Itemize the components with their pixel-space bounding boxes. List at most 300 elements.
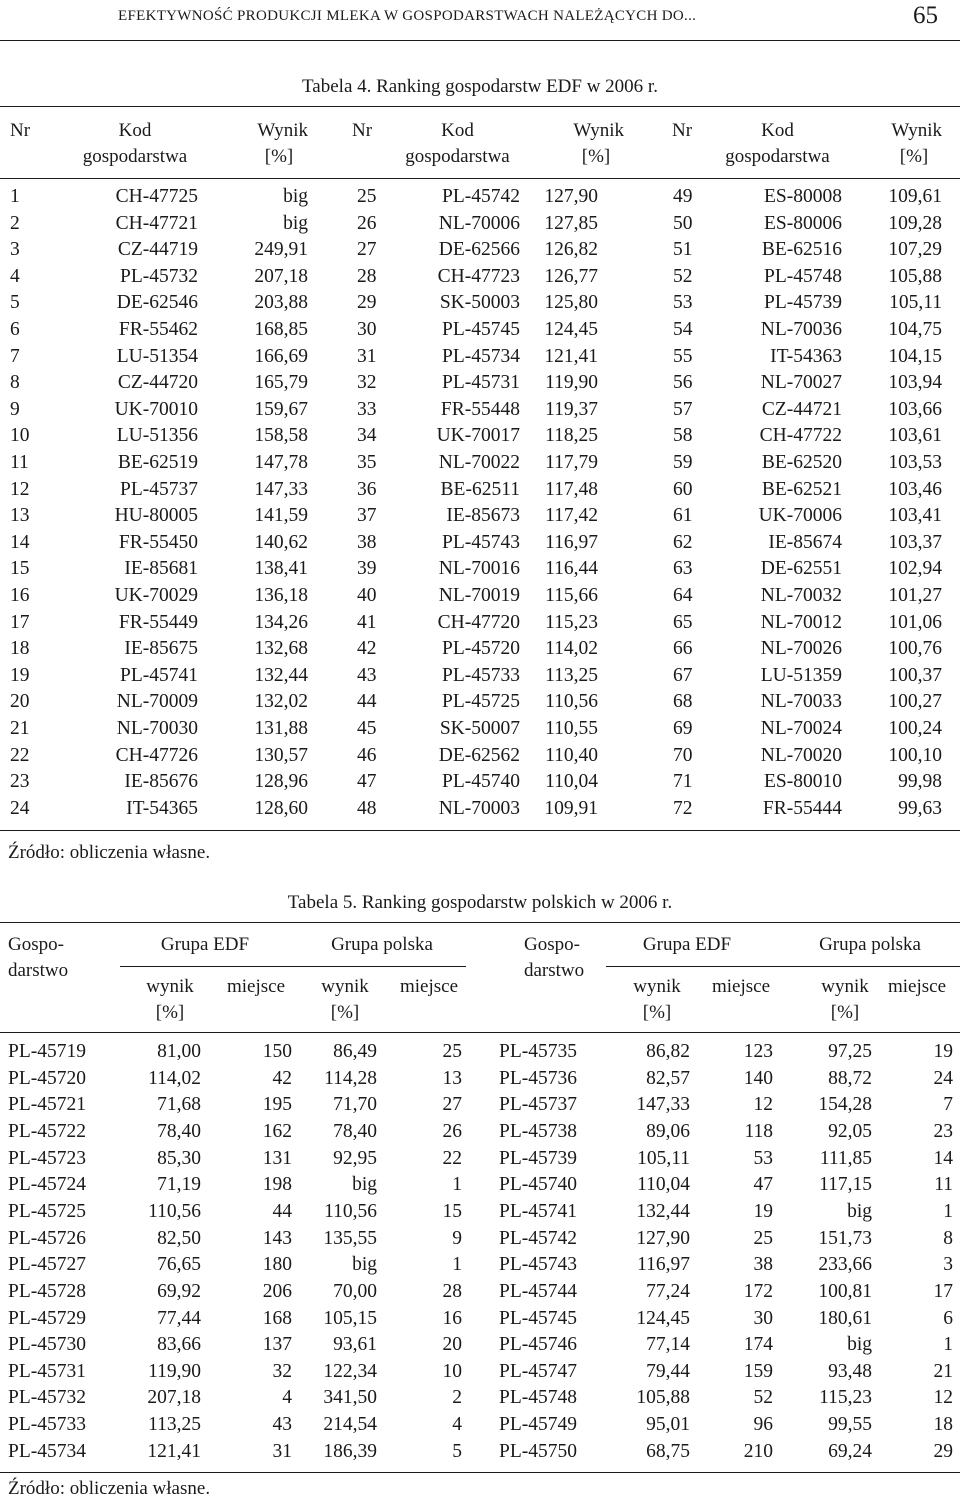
t5-cell-wynik-edf: 121,41	[147, 1440, 201, 1462]
t5-cell-wynik-pl: big	[352, 1254, 377, 1276]
t4-cell-nr: 19	[10, 664, 30, 686]
table4-source: Źródło: obliczenia własne.	[8, 842, 211, 863]
t4-cell-wynik: 100,27	[888, 691, 942, 713]
t4-cell-wynik: 110,40	[545, 744, 598, 766]
t4-cell-wynik: 165,79	[254, 372, 308, 394]
t5-header-wynik-pl-2: wynik [%]	[821, 976, 869, 1023]
t4-cell-nr: 13	[10, 505, 30, 527]
t4-cell-nr: 58	[673, 425, 693, 447]
t4-cell-wynik: 126,82	[544, 239, 598, 261]
t5-cell-miejsce-edf: 210	[743, 1440, 773, 1462]
t5-cell-miejsce-edf: 168	[262, 1307, 292, 1329]
t4-cell-kod: SK-50003	[439, 292, 520, 314]
t4-cell-kod: FR-55450	[118, 531, 198, 553]
t5-cell-miejsce-edf: 4	[282, 1387, 292, 1409]
t4-cell-wynik: 127,90	[544, 186, 598, 207]
t4-cell-wynik: 103,66	[888, 398, 942, 420]
t4-header-nr-2: Nr	[352, 120, 373, 141]
t5-header-grupa-edf-1: Grupa EDF	[160, 934, 250, 955]
t4-cell-nr: 25	[357, 186, 377, 207]
t5-cell-miejsce-edf: 206	[262, 1280, 292, 1302]
t5-cell-miejsce-pl: 1	[943, 1334, 953, 1356]
t4-header-wynik-3: Wynik [%]	[891, 120, 942, 167]
t4-cell-wynik: 116,97	[545, 531, 598, 553]
t5-cell-wynik-edf: 82,57	[646, 1067, 690, 1089]
t4-cell-nr: 53	[673, 292, 693, 314]
table-row	[0, 289, 960, 316]
table-row	[0, 369, 960, 396]
t4-cell-wynik: 99,63	[898, 797, 942, 819]
t5-cell-wynik-edf: 110,56	[148, 1200, 201, 1222]
t5-cell-wynik-pl: big	[847, 1200, 872, 1222]
t4-cell-kod: IE-85681	[124, 558, 198, 580]
t4-cell-nr: 42	[357, 638, 377, 660]
t5-cell-wynik-edf: 124,45	[636, 1307, 690, 1329]
t4-cell-nr: 18	[10, 638, 30, 660]
t4-cell-wynik: 147,78	[254, 452, 308, 473]
t5-cell-wynik-pl: 92,05	[828, 1120, 872, 1142]
t5-cell-miejsce-pl: 19	[933, 1041, 953, 1062]
t4-header-kod-1: Kod gospodarstwa	[82, 120, 188, 167]
t5-cell-wynik-edf: 71,68	[157, 1094, 201, 1116]
t4-cell-nr: 54	[673, 319, 693, 340]
t4-cell-kod: PL-45737	[120, 478, 198, 500]
t5-cell-miejsce-pl: 9	[452, 1227, 462, 1249]
t5-cell-wynik-pl: 341,50	[323, 1387, 377, 1409]
t4-cell-wynik: 99,98	[898, 771, 942, 793]
t4-cell-nr: 61	[673, 505, 693, 527]
t4-cell-nr: 6	[10, 319, 20, 340]
t4-cell-kod: FR-55449	[118, 611, 198, 633]
t4-cell-wynik: 132,44	[254, 664, 308, 686]
t4-cell-kod: BE-62516	[761, 239, 842, 261]
table-row	[0, 343, 960, 370]
table-row	[0, 263, 960, 290]
t5-cell-miejsce-pl: 13	[442, 1067, 462, 1089]
table-row	[0, 795, 960, 822]
t5-cell-wynik-pl: 97,25	[828, 1041, 872, 1062]
t5-cell-miejsce-edf: 118	[744, 1120, 773, 1142]
t5-cell-miejsce-pl: 28	[442, 1280, 462, 1302]
t5-cell-miejsce-edf: 53	[753, 1147, 773, 1169]
t4-header-kod-2: Kod gospodarstwa	[405, 120, 510, 167]
t5-cell-gospodarstwo: PL-45719	[8, 1041, 86, 1062]
t5-group-rule-1	[120, 966, 466, 967]
t4-cell-kod: SK-50007	[439, 718, 520, 739]
t4-cell-nr: 8	[10, 372, 20, 394]
t4-cell-kod: CH-47723	[437, 265, 520, 287]
t5-cell-wynik-pl: 78,40	[333, 1120, 377, 1142]
table4-caption: Tabela 4. Ranking gospodarstw EDF w 2006 r.	[302, 76, 658, 97]
t5-cell-wynik-pl: 117,15	[819, 1174, 872, 1196]
t4-cell-wynik: 110,56	[545, 691, 598, 713]
table-row	[0, 582, 960, 609]
t5-cell-wynik-pl: 115,23	[819, 1387, 872, 1409]
table-row	[0, 555, 960, 582]
t4-cell-wynik: 110,55	[545, 718, 598, 739]
t5-header-miejsce-edf-2: miejsce	[711, 976, 771, 997]
t5-cell-miejsce-pl: 1	[452, 1254, 462, 1276]
t5-cell-gospodarstwo: PL-45733	[8, 1414, 86, 1436]
t4-cell-wynik: 166,69	[254, 345, 308, 367]
t4-cell-kod: NL-70016	[438, 558, 520, 580]
table-row	[0, 236, 960, 263]
t5-cell-miejsce-pl: 20	[442, 1334, 462, 1356]
t4-cell-nr: 16	[10, 585, 30, 606]
t5-cell-wynik-pl: 114,28	[324, 1067, 377, 1089]
t5-cell-miejsce-pl: 1	[452, 1174, 462, 1196]
t4-cell-kod: PL-45739	[764, 292, 842, 314]
t4-header-wynik-1: Wynik [%]	[257, 120, 308, 167]
t5-cell-miejsce-pl: 2	[452, 1387, 462, 1409]
t5-cell-wynik-edf: 127,90	[636, 1227, 690, 1249]
t4-cell-kod: PL-45740	[442, 771, 520, 793]
table-row	[0, 1145, 960, 1172]
table-row	[0, 1091, 960, 1118]
t4-cell-kod: IE-85675	[124, 638, 198, 660]
t4-cell-kod: NL-70019	[438, 585, 520, 606]
t5-header-wynik-edf-2: wynik [%]	[633, 976, 681, 1023]
t4-cell-wynik: 141,59	[254, 505, 308, 527]
table-row	[0, 1118, 960, 1145]
t4-cell-nr: 35	[357, 452, 377, 473]
t5-header-gospo-2: Gospo- darstwo	[524, 934, 585, 981]
t4-cell-kod: ES-80008	[764, 186, 842, 207]
t5-cell-miejsce-edf: 131	[262, 1147, 292, 1169]
t5-cell-gospodarstwo: PL-45747	[499, 1360, 577, 1382]
t5-cell-miejsce-pl: 6	[943, 1307, 953, 1329]
t5-cell-wynik-edf: 77,24	[646, 1280, 690, 1302]
t5-cell-wynik-pl: 151,73	[818, 1227, 872, 1249]
t5-cell-gospodarstwo: PL-45728	[8, 1280, 86, 1302]
t4-cell-wynik: 119,90	[545, 372, 598, 394]
t4-cell-nr: 28	[357, 265, 377, 287]
t4-cell-nr: 24	[10, 797, 30, 819]
t4-cell-nr: 39	[357, 558, 377, 580]
t4-cell-nr: 23	[10, 771, 30, 793]
t5-cell-wynik-edf: 77,44	[157, 1307, 201, 1329]
table-row	[0, 183, 960, 210]
t5-cell-wynik-pl: 105,15	[323, 1307, 377, 1329]
t5-cell-wynik-pl: 154,28	[818, 1094, 872, 1116]
t5-cell-miejsce-edf: 38	[753, 1254, 773, 1276]
t4-cell-wynik: 130,57	[254, 744, 308, 766]
t5-cell-gospodarstwo: PL-45750	[499, 1440, 577, 1462]
t4-cell-wynik: 203,88	[254, 292, 308, 314]
t4-cell-kod: NL-70036	[760, 319, 842, 340]
table-row	[0, 210, 960, 237]
t4-cell-nr: 51	[673, 239, 693, 261]
t4-cell-wynik: 117,42	[545, 505, 598, 527]
t5-cell-wynik-pl: 93,48	[828, 1360, 872, 1382]
t5-cell-gospodarstwo: PL-45720	[8, 1067, 86, 1089]
t4-cell-nr: 29	[357, 292, 377, 314]
t5-cell-miejsce-pl: 12	[933, 1387, 953, 1409]
t5-cell-gospodarstwo: PL-45729	[8, 1307, 86, 1329]
t4-cell-wynik: 132,02	[254, 691, 308, 713]
table-row	[0, 1411, 960, 1438]
t4-cell-wynik: 107,29	[888, 239, 942, 261]
t4-cell-kod: CZ-44720	[117, 372, 198, 394]
t5-cell-wynik-edf: 95,01	[646, 1414, 690, 1436]
page-number: 65	[913, 2, 938, 29]
t4-cell-wynik: 101,27	[888, 585, 942, 606]
t4-cell-nr: 1	[10, 186, 20, 207]
t4-cell-kod: DE-62546	[116, 292, 198, 314]
t4-header-kod-3: Kod gospodarstwa	[725, 120, 830, 167]
t4-cell-nr: 14	[10, 531, 30, 553]
t5-cell-miejsce-edf: 96	[753, 1414, 773, 1436]
t4-cell-nr: 2	[10, 212, 20, 234]
t4-cell-nr: 32	[357, 372, 377, 394]
t4-cell-nr: 62	[673, 531, 693, 553]
t5-cell-miejsce-pl: 22	[442, 1147, 462, 1169]
t4-cell-wynik: 140,62	[254, 531, 308, 553]
t5-group-rule-2	[606, 966, 960, 967]
t4-cell-nr: 57	[673, 398, 693, 420]
t4-cell-kod: LU-51359	[760, 664, 842, 686]
t4-cell-kod: CH-47720	[437, 611, 520, 633]
t5-cell-wynik-edf: 81,00	[157, 1041, 201, 1062]
t4-cell-wynik: 131,88	[254, 718, 308, 739]
t5-cell-gospodarstwo: PL-45745	[499, 1307, 577, 1329]
t5-cell-gospodarstwo: PL-45737	[499, 1094, 577, 1116]
t4-cell-wynik: 109,91	[544, 797, 598, 819]
t5-header-grupa-polska-1: Grupa polska	[331, 934, 433, 955]
t4-cell-kod: NL-70009	[116, 691, 198, 713]
t4-cell-wynik: 168,85	[254, 319, 308, 340]
t4-cell-wynik: 114,02	[545, 638, 598, 660]
t4-cell-nr: 9	[10, 398, 20, 420]
t4-cell-wynik: 115,23	[545, 611, 598, 633]
t5-cell-gospodarstwo: PL-45743	[499, 1254, 577, 1276]
t5-cell-miejsce-pl: 26	[442, 1120, 462, 1142]
t4-cell-kod: PL-45732	[120, 265, 198, 287]
t4-cell-wynik: 207,18	[254, 265, 308, 287]
table-row	[0, 422, 960, 449]
t5-cell-miejsce-pl: 25	[442, 1041, 462, 1062]
t5-cell-wynik-edf: 78,40	[157, 1120, 201, 1142]
t4-cell-kod: DE-62551	[760, 558, 842, 580]
t4-cell-kod: BE-62511	[440, 478, 520, 500]
t4-cell-wynik: 119,37	[545, 398, 598, 420]
t5-cell-wynik-pl: 92,95	[333, 1147, 377, 1169]
t4-cell-nr: 63	[673, 558, 693, 580]
t4-cell-wynik: 138,41	[254, 558, 308, 580]
t4-cell-wynik: 103,53	[888, 452, 942, 473]
t4-cell-kod: IT-54363	[770, 345, 842, 367]
t4-cell-wynik: 105,11	[889, 292, 942, 314]
t4-cell-wynik: 102,94	[888, 558, 942, 580]
t5-cell-miejsce-edf: 140	[743, 1067, 773, 1089]
t4-cell-nr: 56	[673, 372, 693, 394]
t4-cell-nr: 60	[673, 478, 693, 500]
table-row	[0, 449, 960, 476]
t5-header-grupa-edf-2: Grupa EDF	[642, 934, 732, 955]
t5-cell-gospodarstwo: PL-45726	[8, 1227, 86, 1249]
table5-top-rule	[0, 922, 960, 923]
t4-cell-kod: PL-45741	[120, 664, 198, 686]
t4-cell-kod: NL-70030	[116, 718, 198, 739]
t4-cell-nr: 44	[357, 691, 377, 713]
t4-cell-wynik: 249,91	[254, 239, 308, 261]
table-row	[0, 476, 960, 503]
t4-cell-nr: 3	[10, 239, 20, 261]
table-row	[0, 715, 960, 742]
table-row	[0, 1198, 960, 1225]
t4-cell-kod: BE-62521	[761, 478, 842, 500]
t4-cell-nr: 40	[357, 585, 377, 606]
t4-cell-kod: NL-70027	[760, 372, 842, 394]
t4-cell-nr: 12	[10, 478, 30, 500]
t5-cell-miejsce-pl: 4	[452, 1414, 462, 1436]
t4-cell-wynik: 124,45	[544, 319, 598, 340]
t5-cell-wynik-pl: 233,66	[818, 1254, 872, 1276]
t4-cell-kod: PL-45734	[442, 345, 520, 367]
t4-cell-wynik: 147,33	[254, 478, 308, 500]
t4-cell-nr: 20	[10, 691, 30, 713]
t4-cell-kod: UK-70029	[114, 585, 198, 606]
t4-cell-kod: LU-51356	[116, 425, 198, 447]
t4-cell-nr: 45	[357, 718, 377, 739]
t4-cell-kod: CZ-44721	[761, 398, 842, 420]
t4-cell-wynik: 103,41	[888, 505, 942, 527]
t4-cell-wynik: 117,79	[545, 452, 598, 473]
t5-cell-miejsce-edf: 143	[262, 1227, 292, 1249]
t4-cell-kod: NL-70006	[438, 212, 520, 234]
t5-cell-wynik-edf: 71,19	[157, 1174, 201, 1196]
t4-cell-wynik: 100,76	[888, 638, 942, 660]
table-row	[0, 1384, 960, 1411]
t4-cell-wynik: big	[283, 212, 308, 234]
t5-cell-gospodarstwo: PL-45734	[8, 1440, 86, 1462]
table5-header-rule	[0, 1032, 960, 1033]
t4-cell-wynik: 126,77	[544, 265, 598, 287]
t5-cell-wynik-pl: 111,85	[819, 1147, 872, 1169]
t4-cell-kod: DE-62562	[438, 744, 520, 766]
t5-cell-miejsce-edf: 44	[272, 1200, 292, 1222]
t4-cell-nr: 26	[357, 212, 377, 234]
t4-cell-nr: 55	[673, 345, 693, 367]
t5-cell-miejsce-edf: 47	[753, 1174, 773, 1196]
t5-cell-miejsce-edf: 32	[272, 1360, 292, 1382]
t4-cell-wynik: 103,94	[888, 372, 942, 394]
t5-cell-miejsce-edf: 180	[262, 1254, 292, 1276]
table-row	[0, 529, 960, 556]
t5-header-wynik-edf-1: wynik [%]	[146, 976, 194, 1023]
t4-cell-wynik: 110,04	[545, 771, 598, 793]
t4-cell-nr: 11	[10, 452, 29, 473]
t5-cell-wynik-edf: 119,90	[148, 1360, 201, 1382]
t4-cell-kod: PL-45731	[442, 372, 520, 394]
t4-cell-wynik: 101,06	[888, 611, 942, 633]
t5-cell-wynik-edf: 83,66	[157, 1334, 201, 1356]
t5-cell-miejsce-pl: 23	[933, 1120, 953, 1142]
t4-cell-kod: IE-85673	[446, 505, 520, 527]
t5-cell-miejsce-edf: 137	[262, 1334, 292, 1356]
t5-cell-miejsce-pl: 8	[943, 1227, 953, 1249]
t5-header-gospo-1: Gospo- darstwo	[8, 934, 69, 981]
t4-cell-kod: PL-45733	[442, 664, 520, 686]
t5-cell-gospodarstwo: PL-45722	[8, 1120, 86, 1142]
t5-cell-gospodarstwo: PL-45742	[499, 1227, 577, 1249]
t5-cell-miejsce-pl: 24	[933, 1067, 953, 1089]
t5-cell-wynik-edf: 89,06	[646, 1120, 690, 1142]
t5-cell-miejsce-edf: 31	[272, 1440, 292, 1462]
t4-cell-nr: 50	[673, 212, 693, 234]
t4-cell-kod: UK-70017	[436, 425, 520, 447]
table5-bottom-rule	[0, 1472, 960, 1473]
t5-cell-miejsce-pl: 21	[933, 1360, 953, 1382]
t4-cell-wynik: 134,26	[254, 611, 308, 633]
table-row	[0, 662, 960, 689]
t5-cell-miejsce-pl: 5	[452, 1440, 462, 1462]
t5-cell-miejsce-pl: 7	[943, 1094, 953, 1116]
t5-cell-wynik-edf: 79,44	[646, 1360, 690, 1382]
t5-cell-gospodarstwo: PL-45741	[499, 1200, 577, 1222]
t4-cell-nr: 72	[673, 797, 693, 819]
t5-cell-gospodarstwo: PL-45721	[8, 1094, 86, 1116]
t5-cell-miejsce-edf: 150	[262, 1041, 292, 1062]
t4-cell-nr: 69	[673, 718, 693, 739]
t4-cell-kod: HU-80005	[114, 505, 198, 527]
t4-cell-nr: 43	[357, 664, 377, 686]
t4-cell-kod: ES-80010	[764, 771, 842, 793]
t5-cell-wynik-edf: 147,33	[636, 1094, 690, 1116]
t5-cell-miejsce-edf: 159	[743, 1360, 773, 1382]
t5-cell-gospodarstwo: PL-45736	[499, 1067, 577, 1089]
t4-cell-nr: 48	[357, 797, 377, 819]
t4-cell-wynik: 104,75	[888, 319, 942, 340]
t5-cell-gospodarstwo: PL-45749	[499, 1414, 577, 1436]
t5-cell-wynik-pl: 122,34	[323, 1360, 377, 1382]
t5-cell-miejsce-edf: 42	[272, 1067, 292, 1089]
t5-cell-wynik-pl: 110,56	[324, 1200, 377, 1222]
t4-cell-kod: NL-70003	[438, 797, 520, 819]
t4-cell-wynik: 113,25	[545, 664, 598, 686]
t5-cell-gospodarstwo: PL-45725	[8, 1200, 86, 1222]
table-row	[0, 1065, 960, 1092]
t4-cell-kod: LU-51354	[116, 345, 198, 367]
table-row	[0, 688, 960, 715]
t5-cell-miejsce-pl: 18	[933, 1414, 953, 1436]
t5-cell-gospodarstwo: PL-45744	[499, 1280, 577, 1302]
t4-cell-nr: 59	[673, 452, 693, 473]
table-row	[0, 502, 960, 529]
t5-cell-wynik-pl: 93,61	[333, 1334, 377, 1356]
t5-cell-wynik-edf: 114,02	[148, 1067, 201, 1089]
t4-cell-wynik: 121,41	[544, 345, 598, 367]
t4-cell-nr: 36	[357, 478, 377, 500]
t5-cell-miejsce-edf: 123	[743, 1041, 773, 1062]
t4-cell-wynik: 127,85	[544, 212, 598, 234]
t4-cell-wynik: 105,88	[888, 265, 942, 287]
t5-cell-miejsce-pl: 3	[943, 1254, 953, 1276]
t5-cell-wynik-pl: 186,39	[323, 1440, 377, 1462]
t5-cell-miejsce-pl: 17	[933, 1280, 953, 1302]
t4-cell-nr: 65	[673, 611, 693, 633]
t5-cell-miejsce-edf: 162	[262, 1120, 292, 1142]
header-rule	[0, 40, 960, 41]
t5-header-wynik-pl-1: wynik [%]	[321, 976, 369, 1023]
table5-caption: Tabela 5. Ranking gospodarstw polskich w 2006 r.	[287, 892, 673, 913]
t4-cell-nr: 66	[673, 638, 693, 660]
t4-cell-wynik: 109,28	[888, 212, 942, 234]
t5-cell-wynik-edf: 105,11	[637, 1147, 690, 1169]
table-row	[0, 1225, 960, 1252]
t4-cell-wynik: 125,80	[544, 292, 598, 314]
t4-cell-nr: 21	[10, 718, 30, 739]
